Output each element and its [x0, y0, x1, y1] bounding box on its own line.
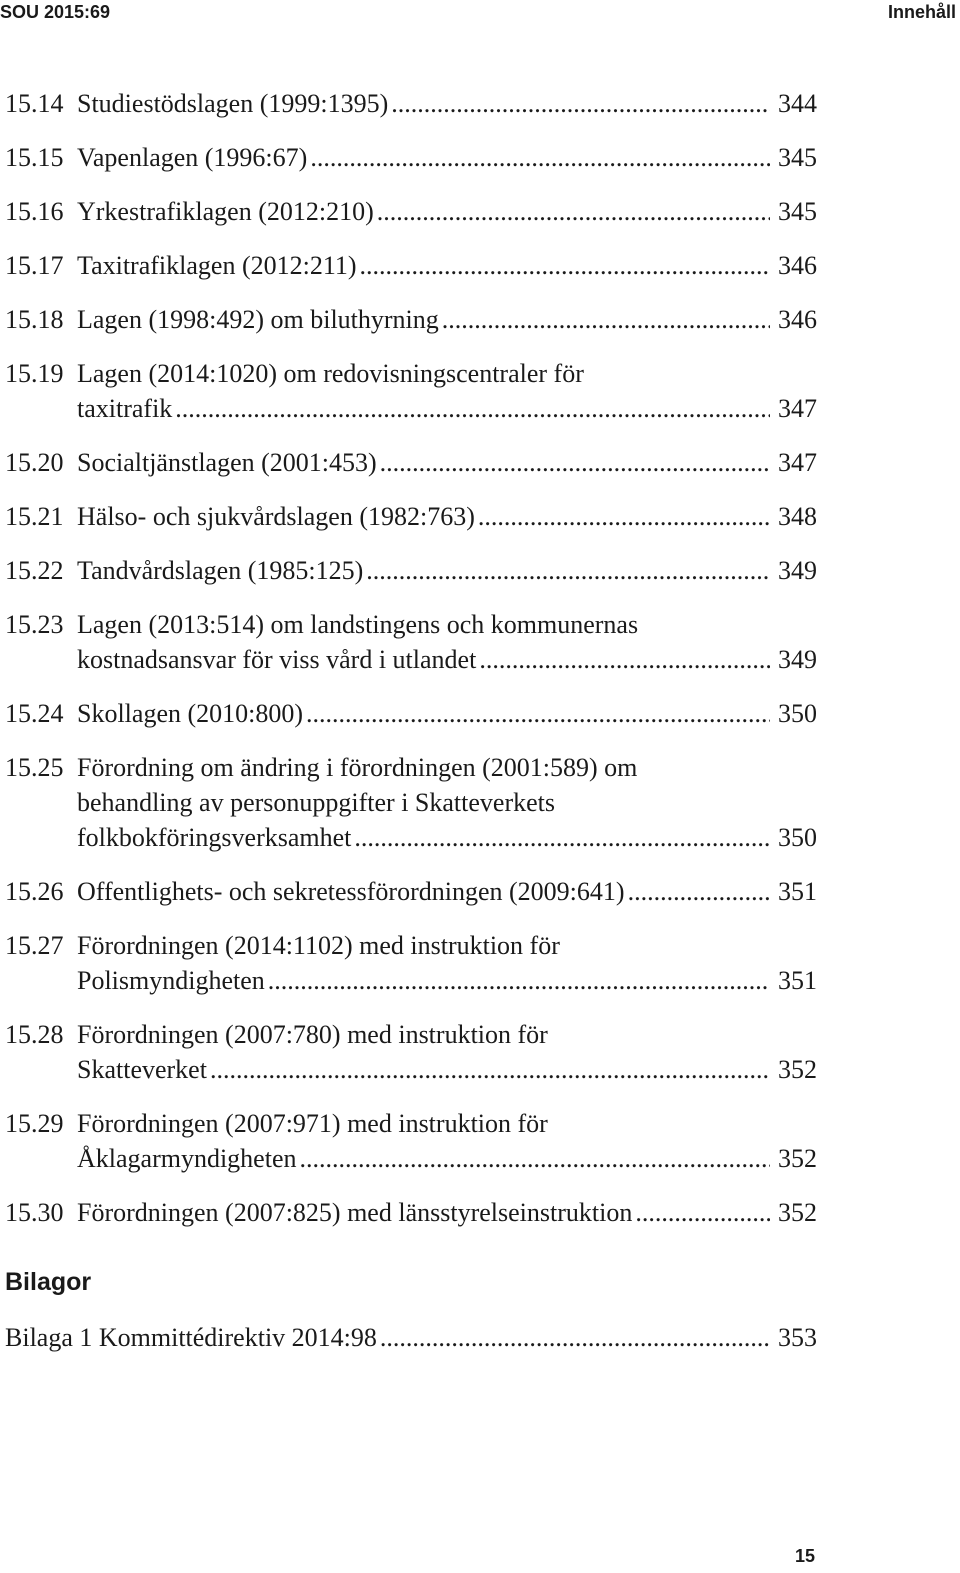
- entry-page-number: 346: [778, 251, 817, 280]
- dot-leader: [268, 963, 770, 998]
- entry-title-line: Vapenlagen (1996:67): [77, 143, 308, 172]
- entry-title-last-line: [77, 1052, 817, 1087]
- entry-number: 15.17: [5, 251, 64, 280]
- entry-page-number: 349: [778, 556, 817, 585]
- entry-title: [77, 553, 817, 588]
- entry-page-number: 352: [778, 1055, 817, 1084]
- entry-page-number: 347: [778, 394, 817, 423]
- entry-title-last-line: [77, 963, 817, 998]
- dot-leader: [310, 140, 770, 175]
- entry-title: [77, 1195, 817, 1230]
- toc-entry: [5, 874, 817, 909]
- toc-entry: [5, 607, 817, 677]
- entry-title-last-line: [77, 1195, 817, 1230]
- entry-number: 15.15: [5, 143, 64, 172]
- entry-title-line: Förordning om ändring i förordningen (2001:589) om: [77, 753, 638, 782]
- entry-title: [77, 248, 817, 283]
- entry-number: 15.24: [5, 699, 64, 728]
- entry-title: [77, 445, 817, 480]
- entry-title-last-line: [77, 140, 817, 175]
- dot-leader: [210, 1052, 770, 1087]
- entry-number: 15.28: [5, 1020, 64, 1049]
- entry-title-last-line: [77, 445, 817, 480]
- dot-leader: [360, 248, 770, 283]
- dot-leader: [380, 445, 770, 480]
- entry-page-number: 352: [778, 1144, 817, 1173]
- entry-title-line: Socialtjänstlagen (2001:453): [77, 448, 377, 477]
- dot-leader: [479, 642, 770, 677]
- entry-number: 15.22: [5, 556, 64, 585]
- toc-entry: [5, 1195, 817, 1230]
- entry-title-line: Förordningen (2007:780) med instruktion för: [77, 1020, 548, 1049]
- entry-title: [77, 928, 817, 998]
- appendix-list: [5, 1320, 817, 1355]
- toc-entry: [5, 1106, 817, 1176]
- entry-title: [77, 874, 817, 909]
- entry-title: [77, 194, 817, 229]
- entry-title: [77, 302, 817, 337]
- toc-entry: [5, 194, 817, 229]
- entry-page-number: 347: [778, 448, 817, 477]
- toc-entry: [5, 140, 817, 175]
- toc-entry: [5, 356, 817, 426]
- entry-title-line: behandling av personuppgifter i Skatteverkets: [77, 788, 555, 817]
- entry-page-number: 351: [778, 877, 817, 906]
- entry-title-line: Studiestödslagen (1999:1395): [77, 89, 389, 118]
- table-of-contents: [5, 86, 817, 1249]
- entry-title-line: Förordningen (2014:1102) med instruktion för: [77, 931, 560, 960]
- dot-leader: [354, 820, 770, 855]
- dot-leader: [478, 499, 770, 534]
- entry-title: [77, 1106, 817, 1176]
- appendix-heading: Bilagor: [5, 1268, 92, 1296]
- appendix-entry: [5, 1320, 817, 1355]
- entry-number: 15.29: [5, 1109, 64, 1138]
- entry-number: 15.21: [5, 502, 64, 531]
- entry-number: 15.27: [5, 931, 64, 960]
- entry-page-number: 351: [778, 966, 817, 995]
- entry-page-number: 350: [778, 699, 817, 728]
- entry-page-number: 344: [778, 89, 817, 118]
- entry-title-line: Skatteverket: [77, 1055, 207, 1084]
- entry-title-last-line: [77, 86, 817, 121]
- page-header: [0, 2, 960, 28]
- entry-title-line: Polismyndigheten: [77, 966, 265, 995]
- dot-leader: [377, 194, 770, 229]
- entry-title: [77, 356, 817, 426]
- section-label: Innehåll: [887, 2, 956, 22]
- entry-page-number: 350: [778, 823, 817, 852]
- entry-title-last-line: [77, 696, 817, 731]
- entry-page-number: 346: [778, 305, 817, 334]
- entry-title-line: Tandvårdslagen (1985:125): [77, 556, 364, 585]
- toc-entry: [5, 696, 817, 731]
- entry-title-last-line: [77, 499, 817, 534]
- entry-title-last-line: [77, 391, 817, 426]
- entry-title-line: Lagen (2013:514) om landstingens och kommunernas: [77, 610, 639, 639]
- dot-leader: [300, 1141, 771, 1176]
- report-id: SOU 2015:69: [0, 2, 111, 22]
- entry-title-last-line: [77, 248, 817, 283]
- entry-title: [77, 750, 817, 855]
- entry-page-number: 345: [778, 197, 817, 226]
- entry-number: 15.30: [5, 1198, 64, 1227]
- entry-title-line: Lagen (1998:492) om biluthyrning: [77, 305, 439, 334]
- entry-title-last-line: [77, 194, 817, 229]
- entry-number: 15.23: [5, 610, 64, 639]
- entry-title-line: kostnadsansvar för viss vård i utlandet: [77, 645, 477, 674]
- entry-title-line: folkbokföringsverksamhet: [77, 823, 352, 852]
- entry-number: 15.20: [5, 448, 64, 477]
- dot-leader: [391, 86, 770, 121]
- toc-entry: [5, 86, 817, 121]
- entry-title: [77, 86, 817, 121]
- appendix-page-number: 353: [778, 1323, 817, 1352]
- dot-leader: [380, 1320, 770, 1355]
- dot-leader: [635, 1195, 770, 1230]
- entry-number: 15.26: [5, 877, 64, 906]
- entry-number: 15.14: [5, 89, 64, 118]
- toc-entry: [5, 499, 817, 534]
- toc-entry: [5, 248, 817, 283]
- entry-page-number: 345: [778, 143, 817, 172]
- entry-title-last-line: [77, 874, 817, 909]
- entry-title-last-line: [77, 642, 817, 677]
- toc-entry: [5, 928, 817, 998]
- entry-title-line: Förordningen (2007:825) med länsstyrelseinstruktion: [77, 1198, 633, 1227]
- dot-leader: [306, 696, 770, 731]
- entry-number: 15.19: [5, 359, 64, 388]
- entry-title-last-line: [77, 820, 817, 855]
- toc-entry: [5, 553, 817, 588]
- toc-entry: [5, 302, 817, 337]
- entry-title-last-line: [77, 553, 817, 588]
- entry-title: [77, 140, 817, 175]
- entry-title: [77, 607, 817, 677]
- entry-number: 15.25: [5, 753, 64, 782]
- dot-leader: [442, 302, 770, 337]
- dot-leader: [366, 553, 770, 588]
- entry-page-number: 348: [778, 502, 817, 531]
- toc-entry: [5, 1017, 817, 1087]
- entry-title-line: Lagen (2014:1020) om redovisningscentraler för: [77, 359, 584, 388]
- entry-number: 15.18: [5, 305, 64, 334]
- page-number: 15: [794, 1546, 815, 1566]
- entry-title-last-line: [77, 1141, 817, 1176]
- entry-title-line: Skollagen (2010:800): [77, 699, 304, 728]
- entry-title: [77, 499, 817, 534]
- entry-title: [77, 1017, 817, 1087]
- entry-page-number: 349: [778, 645, 817, 674]
- toc-entry: [5, 445, 817, 480]
- appendix-title: Bilaga 1 Kommittédirektiv 2014:98: [5, 1323, 377, 1352]
- entry-page-number: 352: [778, 1198, 817, 1227]
- entry-title: [77, 696, 817, 731]
- entry-title-last-line: [77, 302, 817, 337]
- entry-title-line: taxitrafik: [77, 394, 173, 423]
- entry-title-line: Åklagarmyndigheten: [77, 1144, 297, 1173]
- dot-leader: [628, 874, 770, 909]
- entry-title-line: Förordningen (2007:971) med instruktion för: [77, 1109, 548, 1138]
- entry-title-line: Hälso- och sjukvårdslagen (1982:763): [77, 502, 475, 531]
- entry-title-line: Yrkestrafiklagen (2012:210): [77, 197, 374, 226]
- entry-number: 15.16: [5, 197, 64, 226]
- dot-leader: [175, 391, 770, 426]
- entry-title-line: Taxitrafiklagen (2012:211): [77, 251, 357, 280]
- entry-title-line: Offentlighets- och sekretessförordningen (2009:641): [77, 877, 625, 906]
- toc-entry: [5, 750, 817, 855]
